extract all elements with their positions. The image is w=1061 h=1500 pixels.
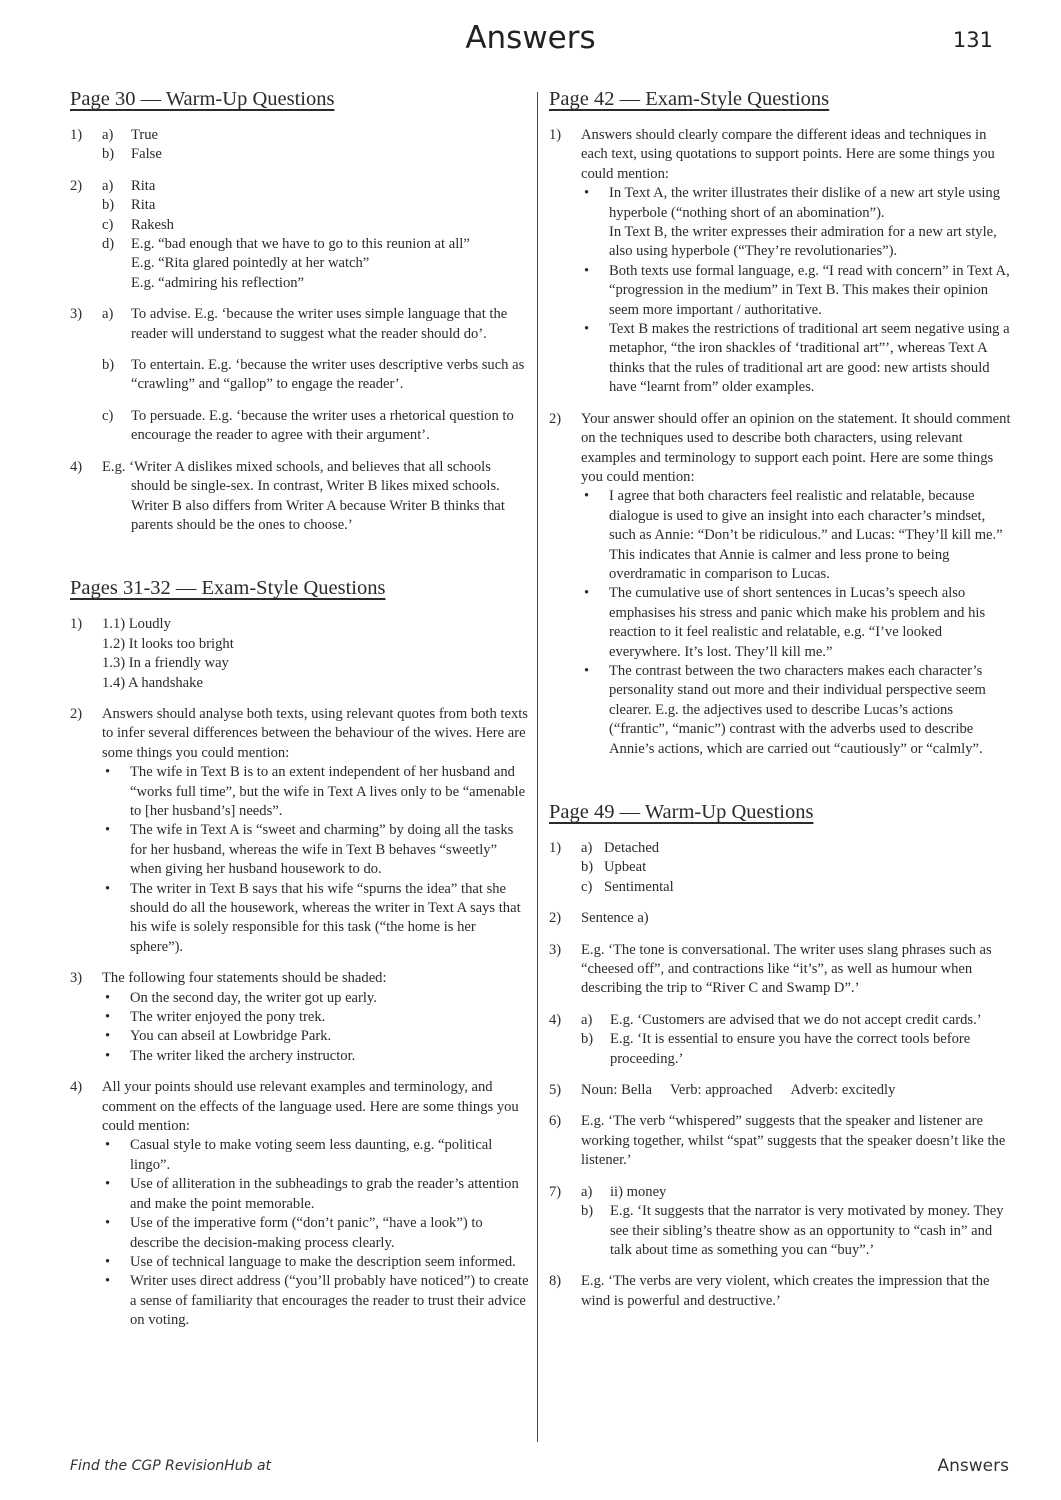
answer-intro: Answers should analyse both texts, using relevant quotes from both texts to infer several differences between the behaviour of the wives. Here are some things you could mention: <box>102 705 528 761</box>
answer-b: b) Upbeat <box>581 859 647 876</box>
question-3 <box>70 305 530 445</box>
column-divider <box>537 92 538 1442</box>
question-number: 2) <box>70 177 83 194</box>
question-number: 3) <box>70 970 83 987</box>
list-item: • I agree that both characters feel realistic and relatable, because dialogue is used to give an insight into each character’s mindset, such as Annie: “Don’t be ridiculous.” and Lucas: “They’ll kill me.” This indicates that Annie is calmer and less prone to being overdramatic in comparison to Lucas. <box>581 487 1011 584</box>
question-number: 1) <box>549 127 562 143</box>
list-item: • The writer enjoyed the pony trek. <box>102 1008 530 1027</box>
section-pages-31-32 <box>70 575 530 1330</box>
answer-b: b) E.g. ‘It suggests that the narrator is very motivated by money. They see their sibling’s theatre show as an opportunity to “cash in” and talk about time as something you can “buy”.’ <box>581 1203 1004 1258</box>
question-number: 5) <box>549 1082 562 1099</box>
answer-a: a) True <box>102 127 159 143</box>
question-number: 1) <box>549 840 562 856</box>
answer-b: b) Rita <box>102 197 156 214</box>
question-4 <box>70 458 530 536</box>
question-number: 6) <box>549 1113 562 1130</box>
answer-text: E.g. ‘Writer A dislikes mixed schools, and believes that all schools should be single-sex. In contrast, Writer B likes mixed schools. Writer B also differs from Writer A because Writer B thinks that parents should be the ones to choose.’ <box>102 458 505 533</box>
list-item: • Use of the imperative form (“don’t panic”, “have a look”) to describe the decision-making process clearly. <box>102 1214 530 1253</box>
question-number: 1) <box>70 127 83 143</box>
question-5 <box>549 1081 1011 1100</box>
list-item: • In Text A, the writer illustrates their dislike of a new art style using hyperbole (“nothing short of an abomination”). In Text B, the writer expresses their admiration for a new art style, also using hyperbole (“They’re revolutionaries”). <box>581 184 1011 262</box>
left-column <box>70 86 530 1343</box>
section-page-49 <box>549 799 1011 1311</box>
list-item: • Casual style to make voting seem less daunting, e.g. “political lingo”. <box>102 1136 530 1175</box>
verb-answer: Verb: approached <box>669 1082 773 1099</box>
bullet-list <box>581 184 1011 397</box>
list-item: • On the second day, the writer got up early. <box>102 989 530 1008</box>
bullet-list <box>102 1136 530 1330</box>
right-column <box>549 86 1011 1323</box>
section-page-42 <box>549 86 1011 759</box>
list-item: • The wife in Text B is to an extent independent of her husband and “works full time”, but the wife in Text A lives only to be “amenable to [her husband’s] needs”. <box>102 763 530 821</box>
list-item: • Use of alliteration in the subheadings to grab the reader’s attention and make the point memorable. <box>102 1175 530 1214</box>
question-number: 7) <box>549 1183 562 1200</box>
page-header-title: Answers <box>465 20 596 56</box>
answer-intro: All your points should use relevant examples and terminology, and comment on the effects of the language used. Here are some things you could mention: <box>102 1079 519 1135</box>
answer-c: c) Rakesh <box>102 216 174 233</box>
answer-intro: Answers should clearly compare the different ideas and techniques in each text, using quotations to support points. Here are some things you could mention: <box>581 127 995 182</box>
answer-text: Sentence a) <box>581 910 649 927</box>
question-1 <box>549 126 1011 398</box>
question-number: 4) <box>70 1079 83 1096</box>
question-6 <box>549 1112 1011 1170</box>
section-title: Page 49 — Warm-Up Questions <box>549 801 814 823</box>
answer-a: a) Rita <box>102 177 156 194</box>
list-item: • Use of technical language to make the description seem informed. <box>102 1253 530 1272</box>
answer-text: E.g. ‘The verbs are very violent, which creates the impression that the wind is powerful and destructive.’ <box>581 1273 990 1309</box>
question-4 <box>549 1011 1011 1069</box>
noun-answer: Noun: Bella <box>581 1082 652 1099</box>
list-item: • Text B makes the restrictions of traditional art seem negative using a metaphor, “the iron shackles of ‘traditional art”’, whereas Text A thinks that the rules of traditional art are good: new artists should have “learnt from” older examples. <box>581 320 1011 398</box>
section-title: Page 30 — Warm-Up Questions <box>70 88 335 110</box>
question-3 <box>549 941 1011 999</box>
answer-a: a) Detached <box>581 840 660 856</box>
question-number: 2) <box>70 705 83 722</box>
bullet-list <box>102 763 530 957</box>
list-item: • The cumulative use of short sentences in Lucas’s speech also emphasises his stress and panic which make his problem and his reaction to it feel realistic and relatable, e.g. “I’ve looked everywhere. It’s lost. They’ll kill me.” <box>581 584 1011 662</box>
question-4 <box>70 1078 530 1330</box>
answer-a: a) ii) money <box>581 1183 667 1200</box>
bullet-list <box>581 487 1011 759</box>
answer-a: a) To advise. E.g. ‘because the writer uses simple language that the reader will understand to suggest what the reader should do’. <box>102 306 508 342</box>
question-1: 1) 1.1) Loudly 1.2) It looks too bright 1.3) In a friendly way 1.4) A handshake <box>70 616 234 691</box>
question-7 <box>549 1183 1011 1261</box>
question-3 <box>70 969 530 1066</box>
question-2 <box>549 909 1011 928</box>
answer-a: a) E.g. ‘Customers are advised that we do not accept credit cards.’ <box>581 1011 982 1028</box>
answer-intro: Your answer should offer an opinion on the statement. It should comment on the techniques used to describe both characters, using relevant examples and terminology to support each point. Here are some things you could mention: <box>581 410 1011 485</box>
question-2 <box>549 410 1011 759</box>
footer-revisionhub-text: Find the CGP RevisionHub at <box>70 1458 272 1474</box>
answer-text: E.g. ‘The tone is conversational. The writer uses slang phrases such as “cheesed off”, and contractions like “it’s”, as well as humour when describing the trip to “River C and Swamp D”.’ <box>581 941 992 997</box>
answer-b: b) E.g. ‘It is essential to ensure you have the correct tools before proceeding.’ <box>581 1031 971 1067</box>
page-number: 131 <box>952 28 993 52</box>
question-number: 1) <box>70 616 83 633</box>
answer-c: c) Sentimental <box>581 878 674 895</box>
answer-b: b) False <box>102 146 162 163</box>
answer-intro: The following four statements should be shaded: <box>102 970 387 987</box>
answer-d: d) E.g. “bad enough that we have to go to this reunion at all” E.g. “Rita glared pointedly at her watch” E.g. “admiring his reflection” <box>102 236 470 291</box>
question-number: 2) <box>549 410 562 427</box>
list-item: • You can abseil at Lowbridge Park. <box>102 1027 530 1046</box>
question-number: 8) <box>549 1273 562 1290</box>
question-number: 3) <box>70 306 83 323</box>
question-number: 4) <box>70 458 83 475</box>
footer-section-label: Answers <box>937 1456 1009 1476</box>
question-1 <box>549 839 1011 897</box>
section-title: Page 42 — Exam-Style Questions <box>549 88 830 110</box>
section-page-30 <box>70 86 530 535</box>
question-1 <box>70 126 530 165</box>
list-item: • The contrast between the two characters makes each character’s personality stand out more and their individual perspective seem clearer. E.g. the adjectives used to describe Lucas’s actions (“frantic”, “manic”) contrast with the adverbs used to describe Annie’s actions, which are carried out “cautiously” or “calmly”. <box>581 662 1011 759</box>
list-item: • The wife in Text A is “sweet and charming” by doing all the tasks for her husband, whereas the wife in Text B behaves “sweetly” when giving her husband housework to do. <box>102 821 530 879</box>
question-2 <box>70 177 530 293</box>
list-item: • The writer in Text B says that his wife “spurns the idea” that she should do all the housework, whereas the writer in Text A says that his wife is solely responsible for this task (“the home is her sphere”). <box>102 880 530 958</box>
list-item: • The writer liked the archery instructor. <box>102 1047 530 1066</box>
question-2 <box>70 705 530 957</box>
answer-c: c) To persuade. E.g. ‘because the writer uses a rhetorical question to encourage the reader to agree with their argument’. <box>102 407 514 444</box>
list-item: • Both texts use formal language, e.g. “I read with concern” in Text A, “progression in the medium” in Text B. This makes their opinion seem more important / authoritative. <box>581 262 1011 320</box>
adverb-answer: Adverb: excitedly <box>790 1082 896 1099</box>
answer-text: E.g. ‘The verb “whispered” suggests that the speaker and listener are working together, whilst “spat” suggests that the speaker doesn’t like the listener.’ <box>581 1113 1006 1169</box>
question-number: 2) <box>549 910 562 927</box>
bullet-list <box>102 989 530 1067</box>
question-number: 3) <box>549 941 562 958</box>
answer-b: b) To entertain. E.g. ‘because the writer uses descriptive verbs such as “crawling” and “gallop” to engage the reader’. <box>102 357 525 393</box>
question-8 <box>549 1272 1011 1311</box>
list-item: • Writer uses direct address (“you’ll probably have noticed”) to create a sense of familiarity that encourages the reader to trust their advice on voting. <box>102 1272 530 1330</box>
section-title: Pages 31-32 — Exam-Style Questions <box>70 577 386 600</box>
question-number: 4) <box>549 1011 562 1028</box>
